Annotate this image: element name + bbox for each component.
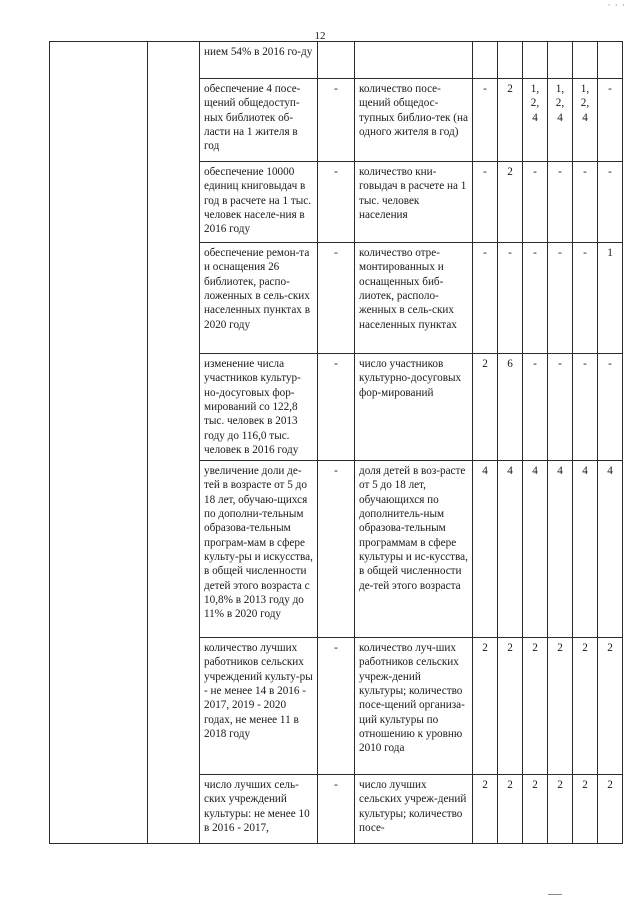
scan-mark <box>548 894 562 895</box>
indicator-cell: количество посе-щений общедос-тупных библио-тек (на одного жителя в год) <box>355 79 473 162</box>
goal-cell: число лучших сель-ских учреждений культуры: не менее 10 в 2016 - 2017, <box>200 775 318 844</box>
value-cell: - <box>498 243 523 354</box>
dash-cell: - <box>318 243 355 354</box>
dash-cell: - <box>318 162 355 243</box>
program-indicators-table <box>49 41 623 844</box>
value-cell: 2 <box>498 162 523 243</box>
value-cell: 2 <box>598 638 623 775</box>
value-cell: 2 <box>523 775 548 844</box>
value-cell: - <box>573 162 598 243</box>
value-cell: - <box>473 243 498 354</box>
value-cell: - <box>473 79 498 162</box>
value-cell: 2 <box>473 775 498 844</box>
value-cell <box>598 42 623 79</box>
value-cell <box>573 42 598 79</box>
value-cell: 2 <box>498 775 523 844</box>
value-cell: - <box>548 243 573 354</box>
value-cell: - <box>598 162 623 243</box>
value-cell: 2 <box>473 638 498 775</box>
goal-cell: обеспечение 4 посе-щений общедоступ-ных библиотек об-ласти на 1 жителя в год <box>200 79 318 162</box>
indicator-cell: количество отре-монтированных и оснащенных биб-лиотек, располо-женных в сель-ских населенных пунктах <box>355 243 473 354</box>
dash-cell: - <box>318 461 355 638</box>
value-cell: 4 <box>573 461 598 638</box>
dash-cell: - <box>318 775 355 844</box>
value-cell: 2 <box>548 775 573 844</box>
goal-cell: обеспечение ремон-та и оснащения 26 библиотек, распо-ложенных в сель-ских населенных пунктах в 2020 году <box>200 243 318 354</box>
value-cell: 2 <box>523 638 548 775</box>
dash-cell: - <box>318 79 355 162</box>
page-number: 12 <box>314 30 326 42</box>
value-cell: 1, 2, 4 <box>548 79 573 162</box>
value-cell: 2 <box>548 638 573 775</box>
corner-mark: · · · <box>607 0 626 10</box>
value-cell: 1 <box>598 243 623 354</box>
indicator-cell: доля детей в воз-расте от 5 до 18 лет, обучающихся по дополнитель-ным образова-тельным программам в сфере культуры и ис-кусства, в общей численности де-тей этого возраста <box>355 461 473 638</box>
value-cell: 1, 2, 4 <box>523 79 548 162</box>
value-cell: - <box>598 354 623 461</box>
dash-cell <box>318 42 355 79</box>
value-cell: - <box>523 243 548 354</box>
value-cell: - <box>573 243 598 354</box>
value-cell: 2 <box>598 775 623 844</box>
goal-cell: обеспечение 10000 единиц книговыдач в год в расчете на 1 тыс. человек населе-ния в 2016 году <box>200 162 318 243</box>
value-cell: - <box>573 354 598 461</box>
value-cell: 2 <box>473 354 498 461</box>
goal-cell: количество лучших работников сельских учреждений культу-ры - не менее 14 в 2016 - 2017, 2019 - 2020 годах, не менее 11 в 2018 году <box>200 638 318 775</box>
value-cell: 4 <box>548 461 573 638</box>
value-cell: - <box>598 79 623 162</box>
subprogram-cell <box>148 42 200 844</box>
indicator-cell: число участников культурно-досуговых фор-мирований <box>355 354 473 461</box>
value-cell: 6 <box>498 354 523 461</box>
value-cell: 2 <box>573 638 598 775</box>
value-cell: 4 <box>523 461 548 638</box>
value-cell: 4 <box>498 461 523 638</box>
value-cell <box>523 42 548 79</box>
goal-cell: изменение числа участников культур-но-досуговых фор-мирований со 122,8 тыс. человек в 2013 году до 116,0 тыс. человек в 2016 году <box>200 354 318 461</box>
value-cell: 1, 2, 4 <box>573 79 598 162</box>
value-cell: 4 <box>473 461 498 638</box>
value-cell: - <box>523 162 548 243</box>
program-cell <box>50 42 148 844</box>
value-cell: 2 <box>498 79 523 162</box>
indicator-cell: число лучших сельских учреж-дений культуры; количество посе- <box>355 775 473 844</box>
dash-cell: - <box>318 638 355 775</box>
indicator-cell: количество луч-ших работников сельских учреж-дений культуры; количество посе-щений организа-ций культуры по отношению к уровню 2010 года <box>355 638 473 775</box>
value-cell: 2 <box>573 775 598 844</box>
goal-cell: нием 54% в 2016 го-ду <box>200 42 318 79</box>
value-cell <box>498 42 523 79</box>
indicator-cell <box>355 42 473 79</box>
value-cell: 4 <box>598 461 623 638</box>
value-cell: - <box>548 354 573 461</box>
table-row <box>50 42 623 79</box>
value-cell: 2 <box>498 638 523 775</box>
indicator-cell: количество кни-говыдач в расчете на 1 тыс. человек населения <box>355 162 473 243</box>
value-cell <box>548 42 573 79</box>
dash-cell: - <box>318 354 355 461</box>
value-cell <box>473 42 498 79</box>
value-cell: - <box>548 162 573 243</box>
value-cell: - <box>523 354 548 461</box>
value-cell: - <box>473 162 498 243</box>
goal-cell: увеличение доли де-тей в возрасте от 5 до 18 лет, обучаю-щихся по дополни-тельным образова-тельным програм-мам в сфере культу-ры и искусства, в общей численности детей этого возраста с 10,8% в 2013 году до 11% в 2020 году <box>200 461 318 638</box>
